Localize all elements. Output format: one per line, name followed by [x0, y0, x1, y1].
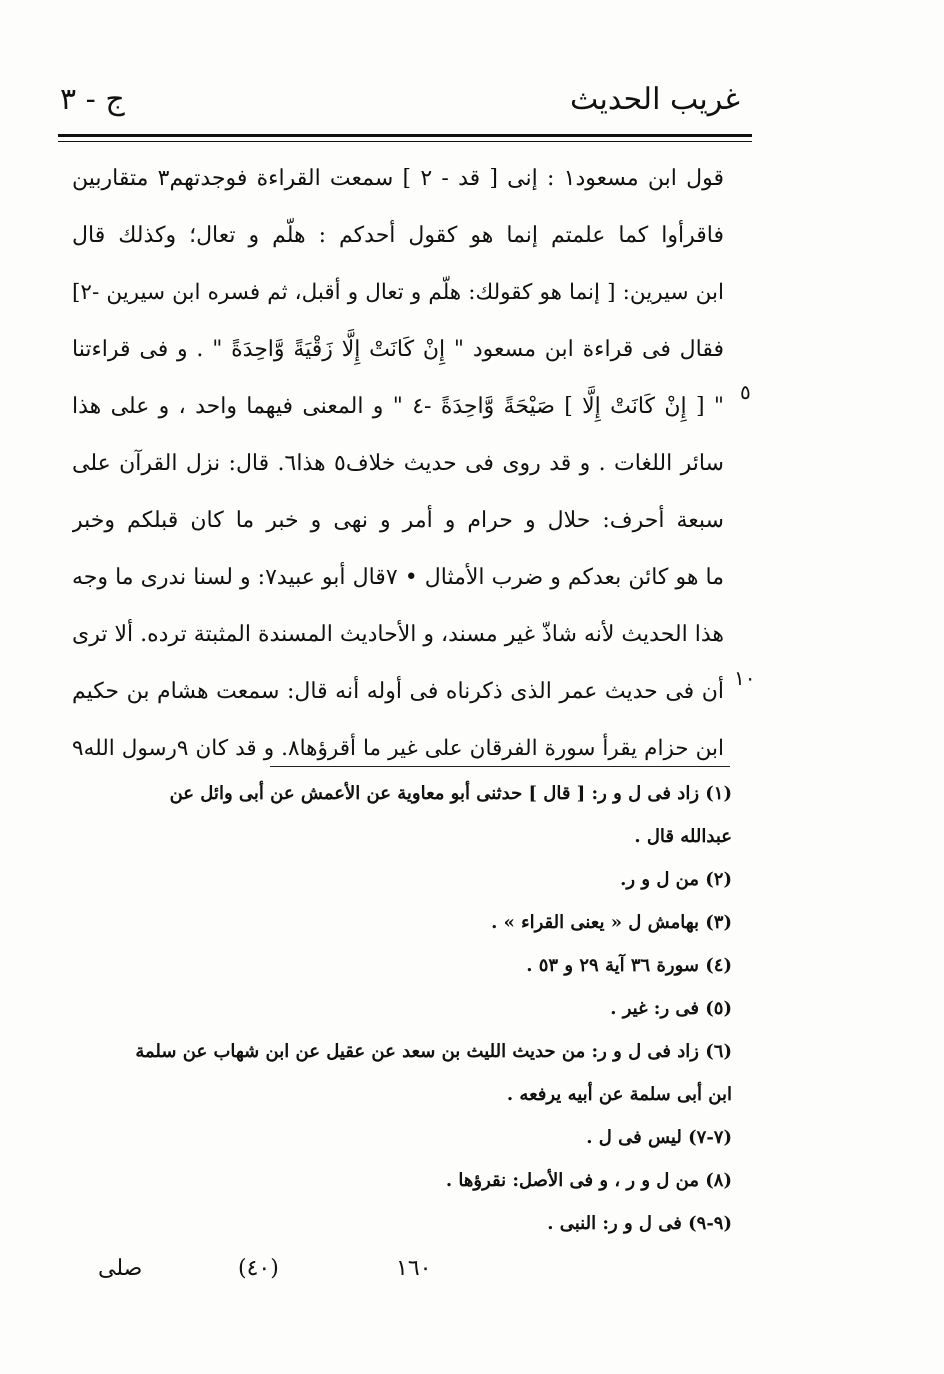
- footnote: (٦) زاد فى ل و ر: من حديث الليث بن سعد عن عقيل عن ابن شهاب عن سلمة: [135, 1041, 732, 1062]
- footnote-continuation: ابن أبى سلمة عن أبيه يرفعه .: [506, 1084, 732, 1105]
- footnote: (٨) من ل و ر ، و فى الأصل: نقرؤها .: [445, 1170, 732, 1191]
- text-line: ابن حزام يقرأ سورة الفرقان على غير ما أقرؤها٨. و قد كان ٩رسول الله٩: [72, 736, 724, 761]
- volume-marker: ج - ٣: [60, 82, 125, 117]
- footnote: (١) زاد فى ل و ر: [ قال ] حدثنى أبو معاوية عن الأعمش عن أبى وائل عن: [169, 783, 732, 804]
- header-rule-thick: [58, 134, 752, 137]
- text-line: " [ إِنْ كَانَتْ إِلَّا ] صَيْحَةً وَّاحِدَةً -٤ " و المعنى فيهما واحد ، و على هذا: [72, 394, 724, 419]
- main-text: [72, 150, 724, 777]
- text-line: سبعة أحرف: حلال و حرام و أمر و نهى و خبر ما كان قبلكم وخبر: [72, 508, 724, 533]
- footnote: (٢) من ل و ر.: [620, 869, 732, 890]
- footnote-continuation: عبدالله قال .: [634, 826, 732, 847]
- catchword: صلى: [98, 1256, 143, 1281]
- text-line: ابن سيرين: [ إنما هو كقولك: هلّم و تعال و أقبل، ثم فسره ابن سيرين -٢]: [72, 280, 724, 305]
- footnotes: [72, 772, 732, 1245]
- text-line: قول ابن مسعود١ : إنى [ قد - ٢ ] سمعت القراءة فوجدتهم٣ متقاربين: [72, 166, 724, 191]
- running-title: غريب الحديث: [570, 82, 740, 117]
- text-line: هذا الحديث لأنه شاذّ غير مسند، و الأحاديث المسندة المثبتة ترده. ألا ترى: [72, 622, 724, 647]
- page-header: [60, 82, 740, 130]
- line-number-10: ١٠: [734, 666, 756, 690]
- sheet-number: (٤٠): [238, 1256, 279, 1281]
- footnote: (٣) بهامش ل « يعنى القراء » .: [491, 912, 732, 933]
- page-number: ١٦٠: [396, 1256, 432, 1281]
- text-line: فاقرأوا كما علمتم إنما هو كقول أحدكم : هلّم و تعال؛ وكذلك قال: [72, 223, 724, 248]
- footnote-separator: [270, 766, 730, 767]
- text-line: فقال فى قراءة ابن مسعود " إِنْ كَانَتْ إِلَّا زَقْيَةً وَّاحِدَةً " . و فى قراءتنا: [72, 337, 724, 362]
- text-line: سائر اللغات . و قد روى فى حديث خلاف٥ هذا٦. قال: نزل القرآن على: [72, 451, 724, 476]
- footnote: (٤) سورة ٣٦ آية ٢٩ و ٥٣ .: [526, 955, 732, 976]
- text-line: ما هو كائن بعدكم و ضرب الأمثال • ٧قال أبو عبيد٧: و لسنا ندرى ما وجه: [72, 565, 724, 590]
- footnote: (٧-٧) ليس فى ل .: [586, 1127, 732, 1148]
- line-number-5: ٥: [740, 380, 751, 404]
- text-line: أن فى حديث عمر الذى ذكرناه فى أوله أنه قال: سمعت هشام بن حكيم: [72, 679, 724, 704]
- footnote: (٥) فى ر: غير .: [610, 998, 732, 1019]
- footnote: (٩-٩) فى ل و ر: النبى .: [547, 1213, 732, 1234]
- header-rule-thin: [58, 141, 752, 142]
